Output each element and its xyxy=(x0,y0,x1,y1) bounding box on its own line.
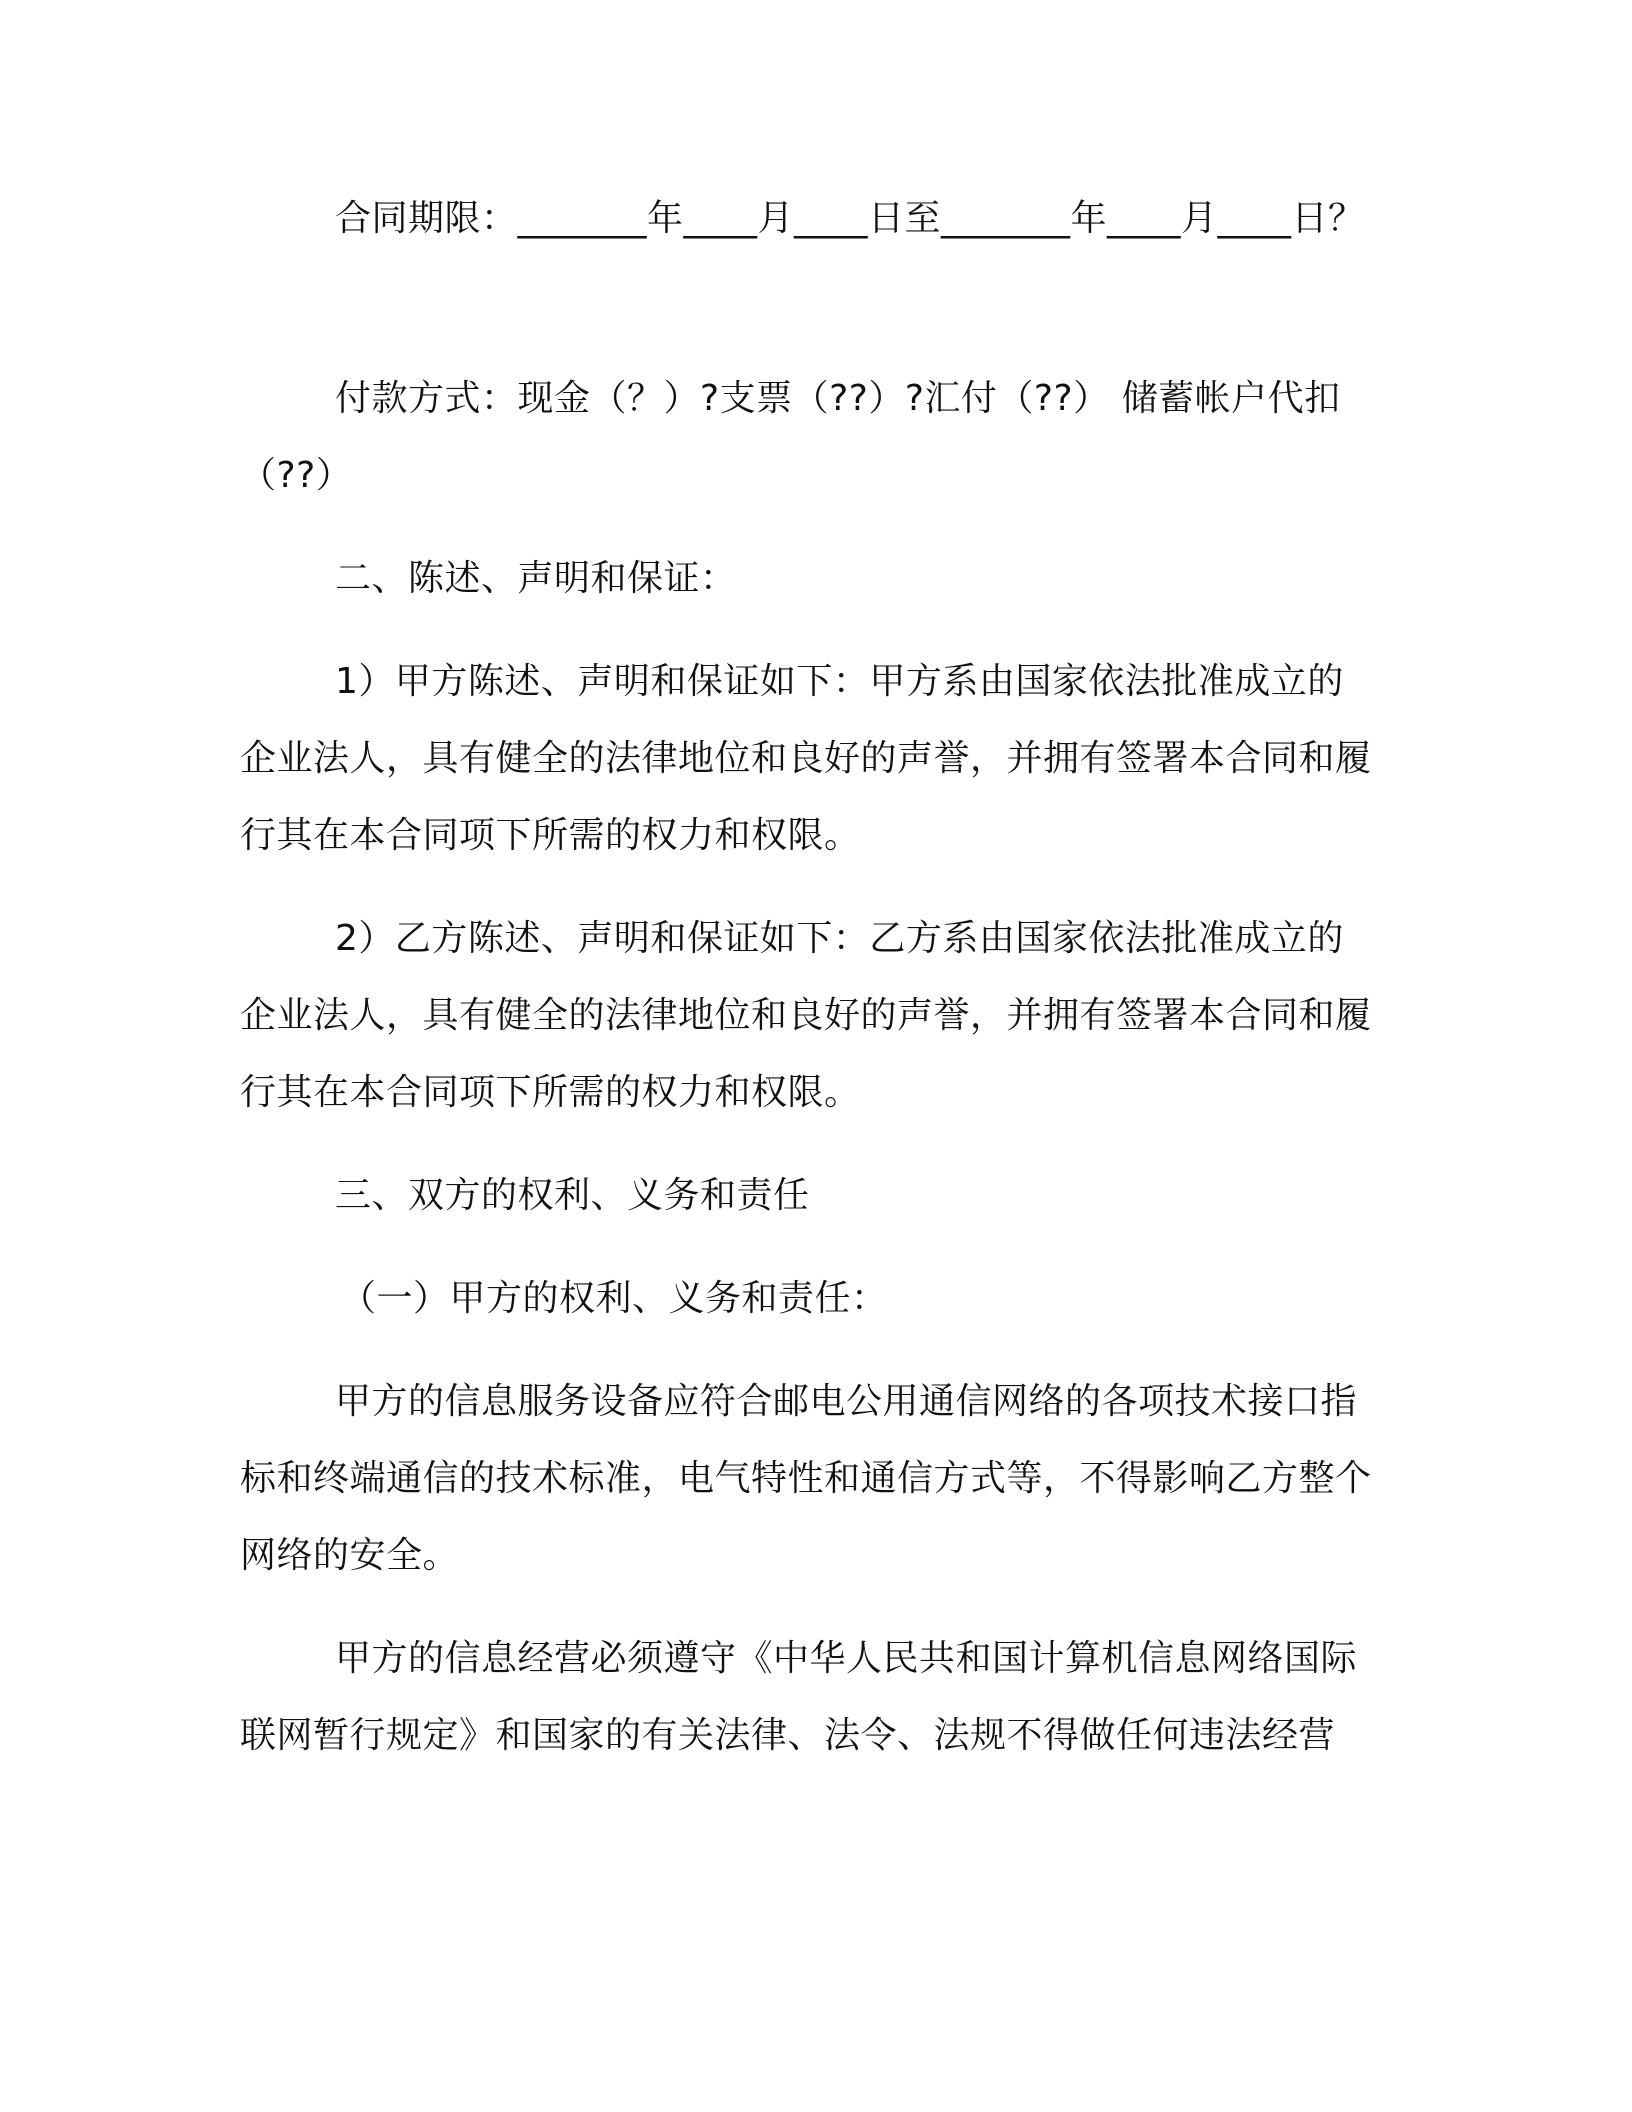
section-heading-representations: 二、陈述、声明和保证： xyxy=(335,558,737,599)
legal-compliance-paragraph: 甲方的信息经营必须遵守《中华人民共和国计算机信息网络国际联网暂行规定》和国家的有关法律、法令、法规不得做任何违法经营 xyxy=(240,1638,1358,1756)
party-b-representation-paragraph: 2）乙方陈述、声明和保证如下：乙方系由国家依法批准成立的企业法人，具有健全的法律地位和良好的声誉，并拥有签署本合同和履行其在本合同项下所需的权力和权限。 xyxy=(240,918,1372,1113)
subsection-heading-party-a: （一）甲方的权利、义务和责任： xyxy=(340,1278,888,1319)
party-a-representation-paragraph: 1）甲方陈述、声明和保证如下：甲方系由国家依法批准成立的企业法人，具有健全的法律地位和良好的声誉，并拥有签署本合同和履行其在本合同项下所需的权力和权限。 xyxy=(240,661,1372,856)
section-heading-rights-obligations: 三、双方的权利、义务和责任 xyxy=(335,1175,810,1216)
equipment-standards-paragraph: 甲方的信息服务设备应符合邮电公用通信网络的各项技术接口指标和终端通信的技术标准，电气特性和通信方式等，不得影响乙方整个网络的安全。 xyxy=(240,1381,1372,1576)
contract-term-paragraph: 合同期限：_______年____月____日至_______年____月____日？ xyxy=(335,198,1365,239)
payment-method-paragraph: 付款方式：现金（？）?支票（??）?汇付（??） 储蓄帐户代扣（??） xyxy=(240,378,1341,496)
